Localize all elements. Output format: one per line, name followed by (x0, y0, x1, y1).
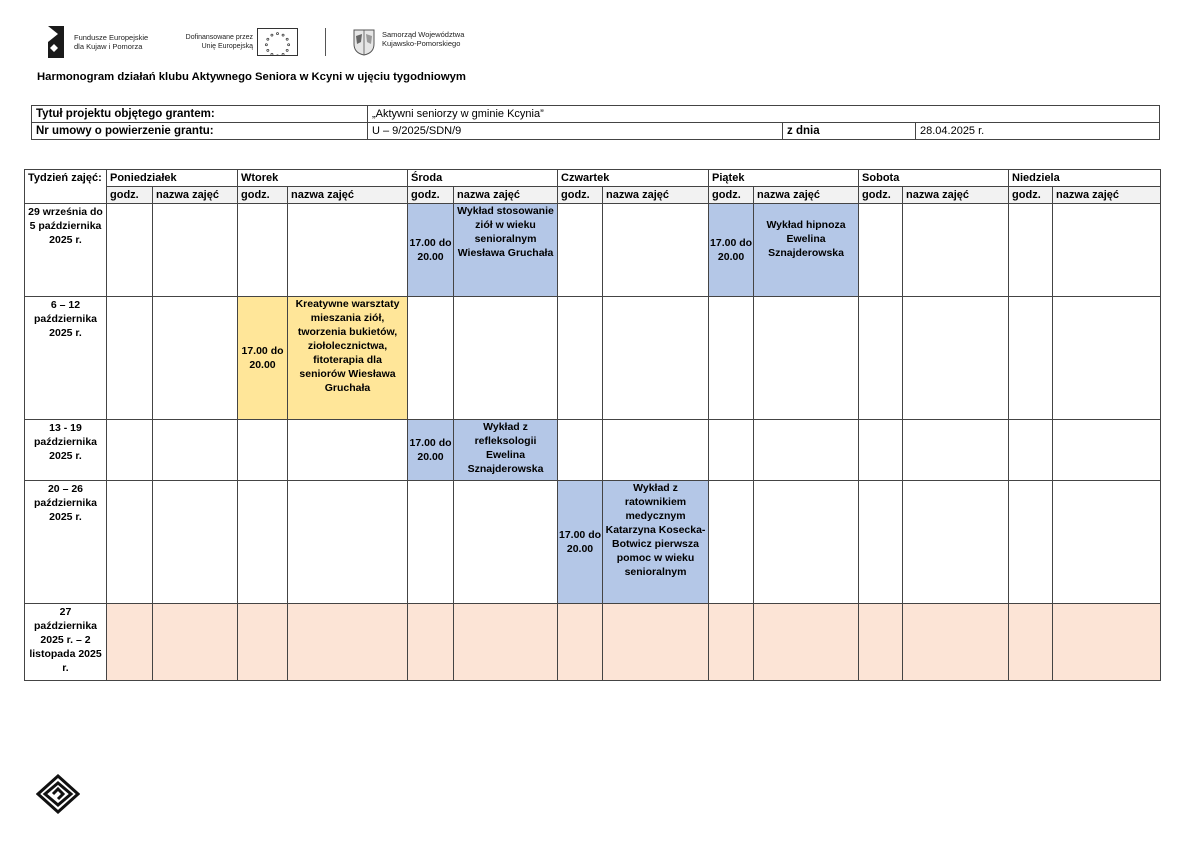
week-label: 29 września do 5 października 2025 r. (25, 204, 107, 297)
empty-cell (153, 204, 238, 297)
empty-cell (603, 604, 709, 681)
activity-cell: Kreatywne warsztaty mieszania ziół, tworzenia bukietów, ziołolecznictwa, fitoterapia dla seniorów Wiesława Gruchała (288, 297, 408, 420)
contract-number-value: U – 9/2025/SDN/9 (368, 123, 783, 140)
empty-cell (153, 420, 238, 481)
activity-header: nazwa zajęć (903, 187, 1009, 204)
time-header: godz. (558, 187, 603, 204)
time-cell: 17.00 do 20.00 (238, 297, 288, 420)
table-row (25, 204, 1161, 297)
sub-header-row (25, 187, 1161, 204)
day-header-wednesday: Środa (408, 170, 558, 187)
day-header-row (25, 170, 1161, 187)
empty-cell (709, 604, 754, 681)
empty-cell (454, 481, 558, 604)
contract-number-label: Nr umowy o powierzenie grantu: (32, 123, 368, 140)
project-title-label: Tytuł projektu objętego grantem: (32, 106, 368, 123)
empty-cell (107, 297, 153, 420)
time-cell: 17.00 do 20.00 (709, 204, 754, 297)
empty-cell (288, 604, 408, 681)
empty-cell (107, 604, 153, 681)
activity-header: nazwa zajęć (754, 187, 859, 204)
table-row (25, 297, 1161, 420)
time-header: godz. (1009, 187, 1053, 204)
empty-cell (603, 297, 709, 420)
empty-cell (1053, 604, 1161, 681)
activity-header: nazwa zajęć (153, 187, 238, 204)
empty-cell (709, 481, 754, 604)
page-title: Harmonogram działań klubu Aktywnego Seniora w Kcyni w ujęciu tygodniowym (37, 71, 466, 83)
time-header: godz. (408, 187, 454, 204)
project-info-table (31, 105, 1160, 140)
week-column-header: Tydzień zajęć: (25, 170, 107, 204)
footer-logo-icon (36, 774, 80, 814)
empty-cell (153, 481, 238, 604)
empty-cell (859, 297, 903, 420)
empty-cell (754, 420, 859, 481)
empty-cell (454, 297, 558, 420)
activity-cell: Wykład z refleksologii Ewelina Sznajderowska (454, 420, 558, 481)
empty-cell (859, 604, 903, 681)
empty-cell (454, 604, 558, 681)
time-header: godz. (859, 187, 903, 204)
activity-header: nazwa zajęć (288, 187, 408, 204)
time-cell: 17.00 do 20.00 (408, 204, 454, 297)
empty-cell (1053, 481, 1161, 604)
empty-cell (558, 204, 603, 297)
contract-date-label: z dnia (783, 123, 916, 140)
day-header-sunday: Niedziela (1009, 170, 1161, 187)
table-row (25, 481, 1161, 604)
empty-cell (1009, 481, 1053, 604)
empty-cell (1009, 420, 1053, 481)
empty-cell (107, 204, 153, 297)
day-header-thursday: Czwartek (558, 170, 709, 187)
time-cell: 17.00 do 20.00 (558, 481, 603, 604)
empty-cell (408, 481, 454, 604)
empty-cell (288, 420, 408, 481)
empty-cell (558, 420, 603, 481)
kujawsko-pomorskie-crest-icon (352, 28, 376, 56)
time-header: godz. (709, 187, 754, 204)
table-row (25, 604, 1161, 681)
empty-cell (238, 204, 288, 297)
activity-cell: Wykład hipnoza Ewelina Sznajderowska (754, 204, 859, 297)
day-header-saturday: Sobota (859, 170, 1009, 187)
empty-cell (903, 204, 1009, 297)
project-title-value: „Aktywni seniorzy w gminie Kcynia” (368, 106, 1160, 123)
empty-cell (709, 420, 754, 481)
activity-cell: Wykład z ratownikiem medycznym Katarzyna Kosecka-Botwicz pierwsza pomoc w wieku senioralnym (603, 481, 709, 604)
week-label: 13 - 19 października 2025 r. (25, 420, 107, 481)
empty-cell (238, 420, 288, 481)
week-label: 27 października 2025 r. – 2 listopada 2025 r. (25, 604, 107, 681)
fundusze-europejskie-logo-icon (44, 24, 68, 60)
empty-cell (754, 297, 859, 420)
contract-row (32, 123, 1160, 140)
empty-cell (107, 481, 153, 604)
week-label: 6 – 12 października 2025 r. (25, 297, 107, 420)
activity-header: nazwa zajęć (454, 187, 558, 204)
activity-cell: Wykład stosowanie ziół w wieku senioralnym Wiesława Gruchała (454, 204, 558, 297)
schedule-table (24, 169, 1161, 681)
time-header: godz. (238, 187, 288, 204)
empty-cell (903, 604, 1009, 681)
time-cell: 17.00 do 20.00 (408, 420, 454, 481)
empty-cell (859, 204, 903, 297)
empty-cell (408, 297, 454, 420)
empty-cell (408, 604, 454, 681)
empty-cell (238, 481, 288, 604)
empty-cell (107, 420, 153, 481)
activity-header: nazwa zajęć (603, 187, 709, 204)
kujawsko-pomorskie-text: Samorząd Województwa Kujawsko-Pomorskiego (382, 30, 465, 48)
empty-cell (859, 481, 903, 604)
contract-date-value: 28.04.2025 r. (916, 123, 1160, 140)
empty-cell (709, 297, 754, 420)
empty-cell (153, 297, 238, 420)
empty-cell (1009, 297, 1053, 420)
empty-cell (288, 481, 408, 604)
logo-divider (325, 28, 326, 56)
empty-cell (603, 204, 709, 297)
empty-cell (238, 604, 288, 681)
empty-cell (1053, 204, 1161, 297)
table-row (25, 420, 1161, 481)
day-header-tuesday: Wtorek (238, 170, 408, 187)
empty-cell (153, 604, 238, 681)
empty-cell (903, 297, 1009, 420)
fundusze-europejskie-text: Fundusze Europejskie dla Kujaw i Pomorza (74, 33, 149, 51)
project-row (32, 106, 1160, 123)
empty-cell (1053, 297, 1161, 420)
empty-cell (754, 481, 859, 604)
day-header-monday: Poniedziałek (107, 170, 238, 187)
day-header-friday: Piątek (709, 170, 859, 187)
empty-cell (603, 420, 709, 481)
empty-cell (558, 297, 603, 420)
week-label: 20 – 26 października 2025 r. (25, 481, 107, 604)
activity-header: nazwa zajęć (1053, 187, 1161, 204)
time-header: godz. (107, 187, 153, 204)
logo-bar (44, 22, 504, 62)
empty-cell (859, 420, 903, 481)
eu-flag-icon (257, 28, 298, 56)
empty-cell (1009, 204, 1053, 297)
empty-cell (903, 420, 1009, 481)
empty-cell (754, 604, 859, 681)
empty-cell (288, 204, 408, 297)
empty-cell (903, 481, 1009, 604)
empty-cell (1053, 420, 1161, 481)
empty-cell (1009, 604, 1053, 681)
eu-funding-text: Dofinansowane przez Unię Europejską (185, 34, 253, 50)
empty-cell (558, 604, 603, 681)
